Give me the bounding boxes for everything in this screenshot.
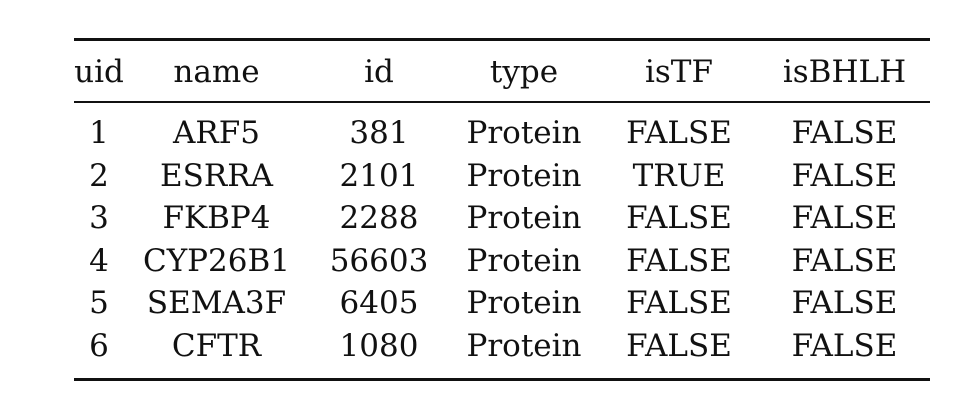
gene-table-container (74, 38, 930, 381)
cell-type: Protein (466, 157, 582, 194)
table-row (74, 197, 930, 240)
table-row (74, 240, 930, 283)
cell-isbhlh: FALSE (791, 115, 898, 152)
cell-name: CYP26B1 (143, 242, 290, 279)
cell-isbhlh: FALSE (791, 285, 898, 322)
cell-type: Protein (466, 115, 582, 152)
cell-isbhlh: FALSE (791, 327, 898, 364)
cell-isbhlh: FALSE (791, 200, 898, 237)
table-body (74, 102, 930, 380)
column-header-istf: isTF (644, 53, 713, 90)
column-header-isbhlh: isBHLH (782, 53, 907, 90)
cell-id: 1080 (339, 327, 419, 364)
cell-id: 56603 (329, 242, 429, 279)
cell-uid: 4 (89, 242, 109, 279)
cell-id: 2288 (339, 200, 419, 237)
cell-istf: FALSE (626, 285, 732, 322)
cell-id: 381 (349, 115, 409, 152)
table-row (74, 325, 930, 380)
cell-name: CFTR (171, 327, 262, 364)
cell-name: ESRRA (160, 157, 273, 194)
column-header-id: id (364, 53, 394, 90)
cell-uid: 1 (89, 115, 109, 152)
gene-table (74, 38, 930, 381)
cell-isbhlh: FALSE (791, 157, 898, 194)
cell-istf: FALSE (626, 327, 732, 364)
cell-type: Protein (466, 327, 582, 364)
cell-id: 2101 (339, 157, 419, 194)
cell-name: FKBP4 (162, 200, 271, 237)
header-row (74, 40, 930, 103)
cell-istf: FALSE (626, 242, 732, 279)
cell-id: 6405 (339, 285, 419, 322)
cell-type: Protein (466, 242, 582, 279)
cell-type: Protein (466, 200, 582, 237)
table-row (74, 102, 930, 155)
cell-uid: 2 (89, 157, 109, 194)
cell-name: SEMA3F (146, 285, 287, 322)
cell-istf: FALSE (626, 115, 732, 152)
table-row (74, 155, 930, 198)
cell-uid: 5 (89, 285, 109, 322)
cell-isbhlh: FALSE (791, 242, 898, 279)
column-header-uid: uid (74, 53, 124, 90)
cell-uid: 3 (89, 200, 109, 237)
cell-type: Protein (466, 285, 582, 322)
cell-istf: TRUE (632, 157, 726, 194)
table-header (74, 40, 930, 103)
table-row (74, 282, 930, 325)
cell-uid: 6 (89, 327, 109, 364)
cell-istf: FALSE (626, 200, 732, 237)
column-header-name: name (173, 53, 260, 90)
column-header-type: type (489, 53, 559, 90)
cell-name: ARF5 (173, 115, 260, 152)
